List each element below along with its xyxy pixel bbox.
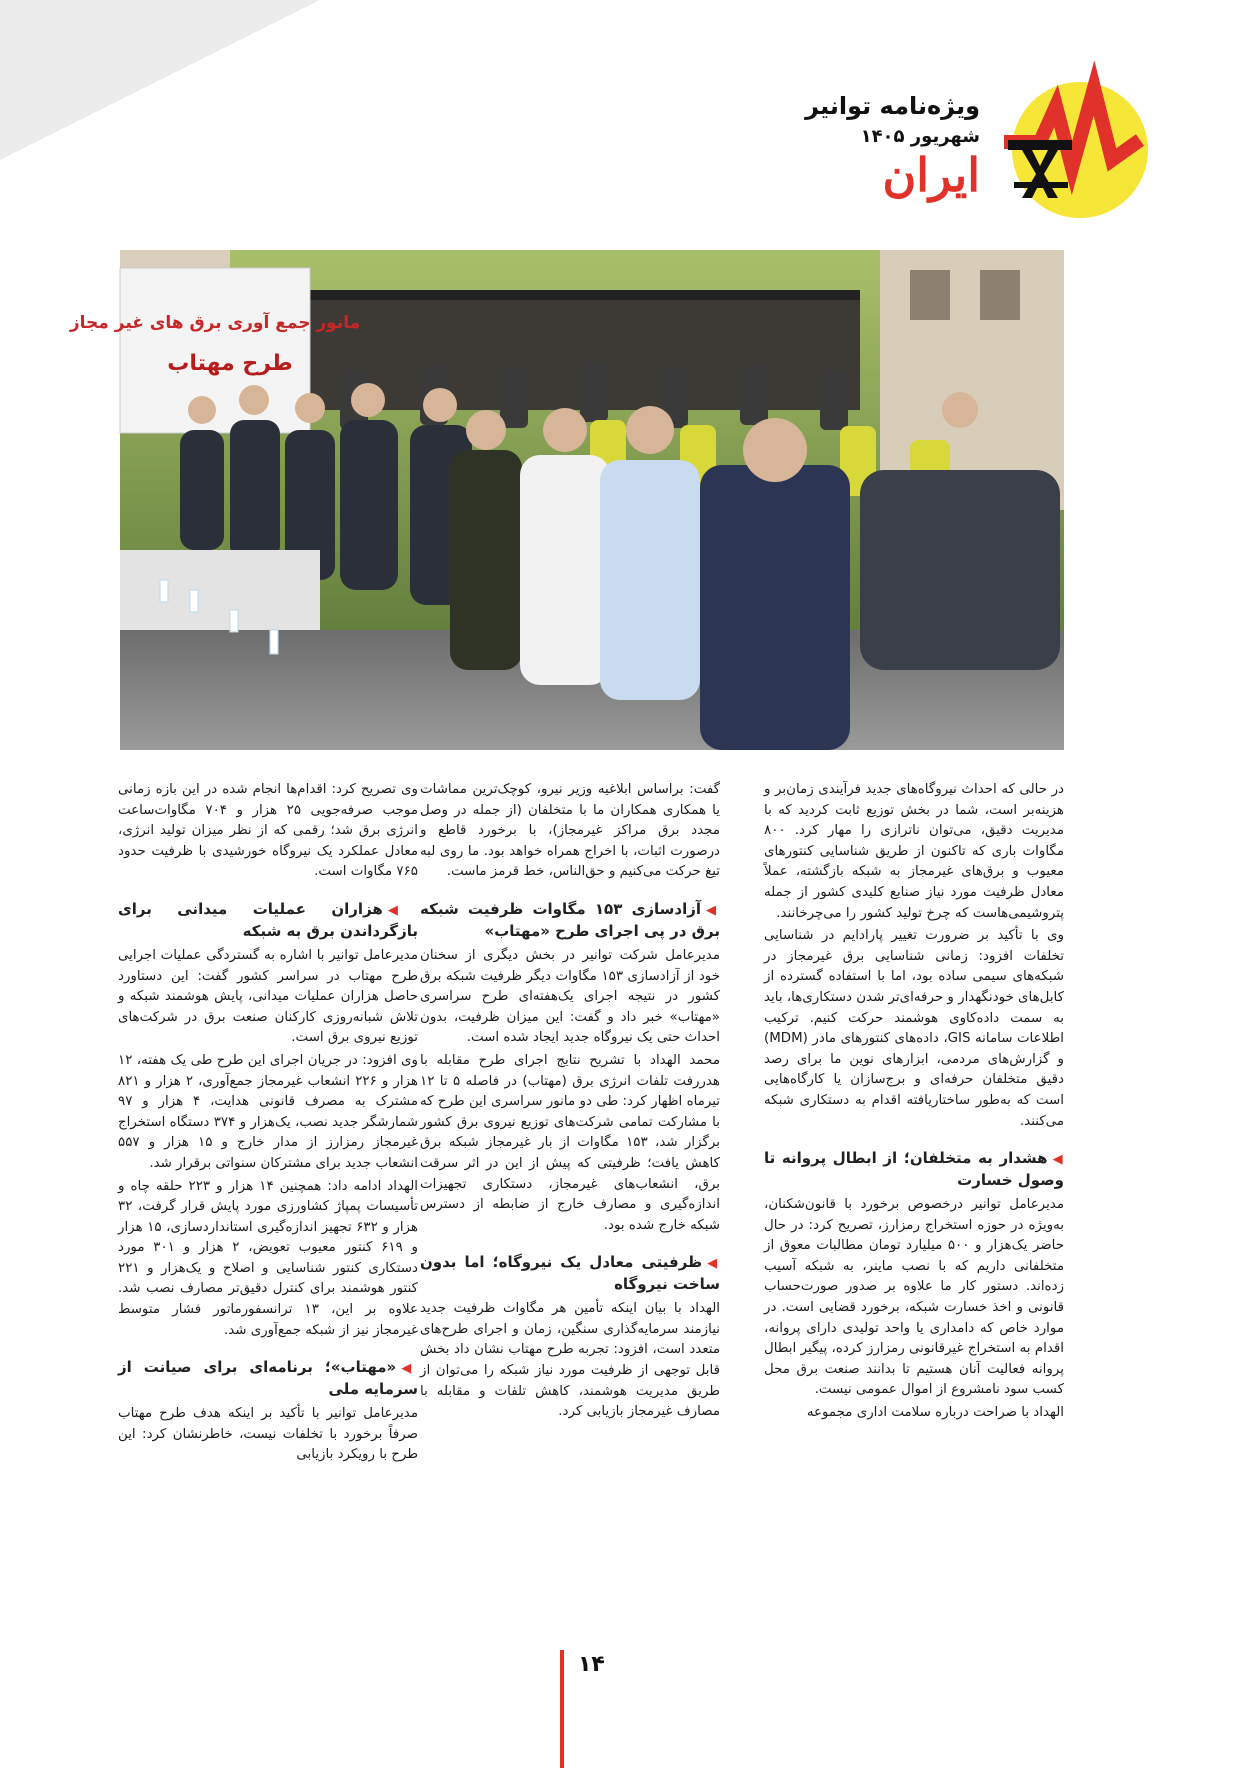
section-heading (118, 1357, 418, 1400)
heading-marker-icon: ◀ (1052, 1152, 1064, 1168)
body-paragraph: مدیرعامل شرکت توانیر در بخش دیگری از سخنان خود از آزادسازی ۱۵۳ مگاوات دیگر ظرفیت شبکه برق کشور در نتیجه اجرای یک‌هفته‌ای طرح سراسری «مهتاب» خبر داد و گفت: این میزان ظرفیت، بدون احداث حتی یک نیروگاه جدید ایجاد شده است. (420, 947, 720, 1046)
body-paragraph: وی افزود: در جریان اجرای این طرح طی یک هفته، ۱۲ هزار و ۲۲۶ انشعاب غیرمجاز جمع‌آوری، ۲ هزار و ۸۲۱ مشترک به مصرف قانونی هدایت، ۴ هزار و ۹۷ شمارشگر جدید نصب، یک‌هزار و ۳۷۴ دستگاه استخراج غیرمجاز رمزارز از مدار خارج و ۱۵ هزار و ۵۵۷ انشعاب جدید برای مشترکان سنواتی برقرار شد. (118, 1052, 419, 1171)
event-photo (69, 250, 1064, 750)
section-heading (118, 899, 418, 942)
heading-marker-icon: ◀ (705, 902, 721, 918)
body-paragraph: وی با تأکید بر ضرورت تغییر پارادایم در شناسایی تخلفات افزود: زمانی شناسایی برق غیرمجاز در شبکه‌های سیمی ساده بود، اما با استفاده گسترده از کابل‌های خودنگهدار و حرفه‌ای‌تر شدن دستکاری‌ها، باید به سمت داده‌کاوی هوشمند حرکت کنیم. ترکیب اطلاعات سامانه GIS، داده‌های کنتورهای مادر (MDM) و گزارش‌های مردمی، ابزارهای نوین ما برای رصد دقیق متخلفان حرفه‌ای و برج‌سازان یا کارگاه‌هایی است که به‌طور ساختاریافته اقدام به دستکاری شبکه می‌کنند. (764, 928, 1064, 1129)
brand-name: ایران (882, 148, 980, 202)
body-paragraph: گفت: براساس ابلاغیه وزیر نیرو، کوچک‌ترین مماشات یا همکاری همکاران ما با متخلفان (از جمله در وصل مجدد برق مراکز غیرمجاز)، با برخورد قاطع و درصورت اثبات، با اخراج همراه خواهد بود. ما روی لبه تیغ حرکت می‌کنیم و حق‌الناس، خط قرمز ماست. (420, 782, 720, 880)
body-paragraph: الهداد با صراحت درباره سلامت اداری مجموعه (806, 1405, 1064, 1421)
body-paragraph: محمد الهداد با تشریح نتایج اجرای طرح مقابله با هدررفت تلفات انرژی برق (مهتاب) در فاصله ۵ تا ۱۲ تیرماه اظهار کرد: طی دو مانور سراسری این طرح که با مشارکت تمامی شرکت‌های توزیع نیروی برق کشور برگزار شد، ۱۵۳ مگاوات از بار غیرمجاز شبکه برق کاهش یافت؛ ظرفیتی که پیش از این در اثر سرقت برق، انشعاب‌های غیرمجاز، دستکاری تجهیزات اندازه‌گیری و مصارف خارج از ضابطه از دسترس شبکه خارج شده بود. (420, 1052, 720, 1233)
body-paragraph: وی تصریح کرد: اقدام‌ها انجام شده در این بازه زمانی موجب صرفه‌جویی ۲۵ هزار و ۷۰۴ مگاوات‌ساعت انرژی برق شد؛ رقمی که از نظر میزان تولید انرژی، معادل عملکرد یک نیروگاه خورشیدی با ظرفیت حدود ۷۶۵ مگاوات است. (118, 782, 419, 880)
section-heading-text: آزادسازی ۱۵۳ مگاوات ظرفیت شبکه برق در پی اجرای طرح «مهتاب» (420, 899, 720, 940)
page-number: ۱۴ (578, 1652, 605, 1677)
banner-text-line2: طرح مهتاب (167, 351, 293, 376)
tavanir-logo-icon (1000, 80, 1150, 230)
body-paragraph: الهداد با بیان اینکه تأمین هر مگاوات ظرفیت جدید نیازمند سرمایه‌گذاری سنگین، زمان و اجرای طرح‌های متعدد است، افزود: تجربه طرح مهتاب نشان داد بخش قابل توجهی از ظرفیت مورد نیاز شبکه را می‌توان از طریق مدیریت هوشمند، کاهش تلفات و مقابله با مصارف غیرمجاز بازیابی کرد. (420, 1301, 720, 1420)
banner-text-line1: مانور جمع آوری برق های غیر مجاز (69, 313, 361, 333)
issue-date: شهریور ۱۴۰۵ (860, 126, 980, 147)
article-column-1 (764, 780, 1064, 1426)
section-heading (420, 1252, 720, 1295)
section-heading-text: هزاران عملیات میدانی برای بازگرداندن برق به شبکه (118, 899, 418, 940)
section-heading-text: ظرفیتی معادل یک نیروگاه؛ اما بدون ساخت نیروگاه (420, 1253, 720, 1294)
page-header (0, 0, 1250, 240)
section-heading-text: «مهتاب»؛ برنامه‌ای برای صیانت از سرمایه ملی (118, 1358, 418, 1399)
body-paragraph: در حالی که احداث نیروگاه‌های جدید فرآیندی زمان‌بر و هزینه‌بر است، شما در بخش توزیع ثابت کردید که با مدیریت دقیق، می‌توان ناترازی را مهار کرد. ۸۰۰ مگاوات باری که تاکنون از طریق شناسایی کنتورهای معیوب و برق‌های غیرمجاز به شبکه بازگشته، عملاً معادل ظرفیت مورد نیاز صنایع کلیدی کشور از جمله پتروشیمی‌هاست که چرخ تولید کشور را می‌چرخانند. (764, 782, 1064, 921)
heading-marker-icon: ◀ (401, 1361, 418, 1377)
article-column-2 (420, 780, 720, 1425)
heading-marker-icon: ◀ (387, 902, 418, 918)
body-paragraph: مدیرعامل توانیر با تأکید بر اینکه هدف طرح مهتاب صرفاً برخورد با تخلفات نیست، خاطرنشان کرد: این طرح با رویکرد بازیابی (118, 1406, 418, 1463)
section-heading (764, 1148, 1064, 1191)
section-heading-text: هشدار به متخلفان؛ از ابطال پروانه تا وصول خسارت (764, 1149, 1064, 1190)
body-paragraph: مدیرعامل توانیر با اشاره به گستردگی عملیات اجرایی طرح مهتاب در سراسر کشور گفت: این دستاورد حاصل هزاران عملیات میدانی، پایش هوشمند شبکه و تلاش شبانه‌روزی کارکنان صنعت برق در شرکت‌های توزیع نیروی برق است. (118, 947, 418, 1046)
section-heading (420, 899, 720, 942)
heading-marker-icon: ◀ (707, 1256, 721, 1272)
magazine-title: ویژه‌نامه توانیر (805, 92, 980, 120)
body-paragraph: الهداد ادامه داد: همچنین ۱۴ هزار و ۲۲۳ حلقه چاه و تأسیسات پمپاژ کشاورزی مورد پایش قرار گرفت، ۳۲ هزار و ۶۳۲ تجهیز اندازه‌گیری استانداردسازی، ۱۵ هزار و ۶۱۹ کنتور معیوب تعویض، ۲ هزار و ۳۰۱ مورد دستکاری کنتور شناسایی و اصلاح و یک‌هزار و ۲۲۱ کنتور هوشمند برای کنترل دقیق‌تر مصارف نصب شد. علاوه بر این، ۱۳ ترانسفورماتور فشار متوسط غیرمجاز نیز از شبکه جمع‌آوری شد. (118, 1178, 419, 1338)
body-paragraph: مدیرعامل توانیر درخصوص برخورد با قانون‌شکنان، به‌ویژه در حوزه استخراج رمزارز، تصریح کرد: در حال حاضر یک‌هزار و ۵۰۰ میلیارد تومان مطالبات معوق از متخلفانی داریم که با نصب ماینر، به شبکه آسیب زده‌اند. دستور کار ما علاوه بر صدور صورت‌حساب قانونی و اخذ خسارت شبکه، برخورد قضایی است. در موارد خاص که دامداری یا واحد تولیدی دارای پروانه، اقدام به استخراج غیرقانونی رمزارز کرده، پیگیر ابطال پروانه فعالیت آنان هستیم تا بدانند صنعت برق محل کسب سود نامشروع از اموال عمومی نیست. (764, 1197, 1064, 1398)
page-number-bar (560, 1650, 564, 1768)
article-column-3 (118, 780, 418, 1468)
